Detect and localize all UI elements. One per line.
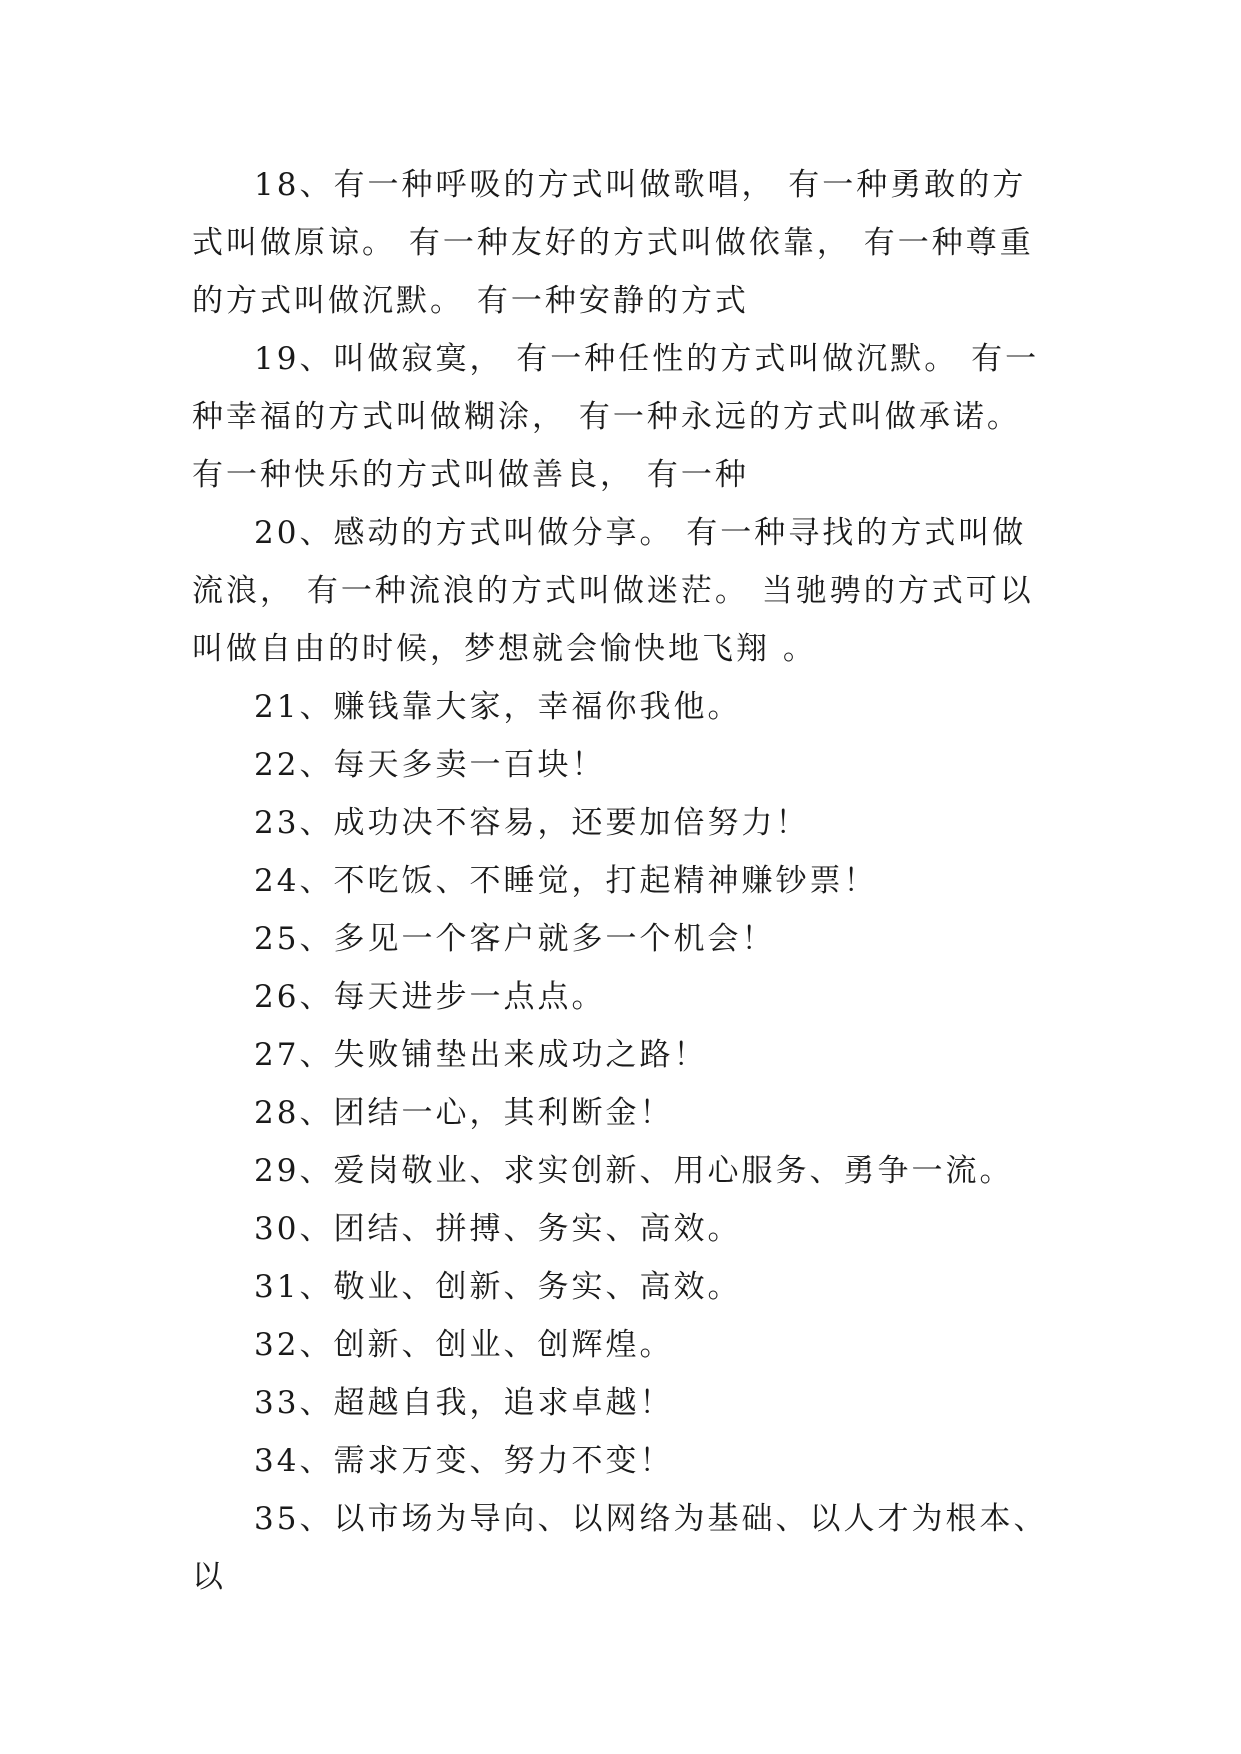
paragraph-31: 31、敬业、创新、务实、高效。 (254, 1269, 742, 1305)
paragraph-34: 34、需求万变、努力不变！ (254, 1443, 674, 1479)
paragraph-25: 25、多见一个客户就多一个机会！ (254, 921, 776, 957)
paragraph-29: 29、爱岗敬业、求实创新、用心服务、勇争一流。 (254, 1153, 1014, 1189)
paragraph-22: 22、每天多卖一百块！ (254, 747, 606, 783)
paragraph-21: 21、赚钱靠大家，幸福你我他。 (254, 689, 742, 725)
document-body (192, 156, 1050, 1606)
paragraph-26: 26、每天进步一点点。 (254, 979, 606, 1015)
paragraph-27: 27、失败铺垫出来成功之路！ (254, 1037, 708, 1073)
paragraph-35: 35、以市场为导向、以网络为基础、以人才为根本、以 (192, 1501, 1048, 1595)
paragraph-33: 33、超越自我，追求卓越！ (254, 1385, 674, 1421)
paragraph-30: 30、团结、拼搏、务实、高效。 (254, 1211, 742, 1247)
paragraph-18: 18、有一种呼吸的方式叫做歌唱， 有一种勇敢的方式叫做原谅。 有一种友好的方式叫做依靠， 有一种尊重的方式叫做沉默。 有一种安静的方式 (192, 167, 1034, 319)
paragraph-28: 28、团结一心，其利断金！ (254, 1095, 674, 1131)
paragraph-20: 20、感动的方式叫做分享。 有一种寻找的方式叫做流浪， 有一种流浪的方式叫做迷茫。 当驰骋的方式可以叫做自由的时候，梦想就会愉快地飞翔 。 (192, 515, 1034, 667)
paragraph-19: 19、叫做寂寞， 有一种任性的方式叫做沉默。 有一种幸福的方式叫做糊涂， 有一种永远的方式叫做承诺。 有一种快乐的方式叫做善良， 有一种 (192, 341, 1040, 493)
paragraph-24: 24、不吃饭、不睡觉，打起精神赚钞票！ (254, 863, 878, 899)
paragraph-23: 23、成功决不容易，还要加倍努力！ (254, 805, 810, 841)
paragraph-32: 32、创新、创业、创辉煌。 (254, 1327, 674, 1363)
